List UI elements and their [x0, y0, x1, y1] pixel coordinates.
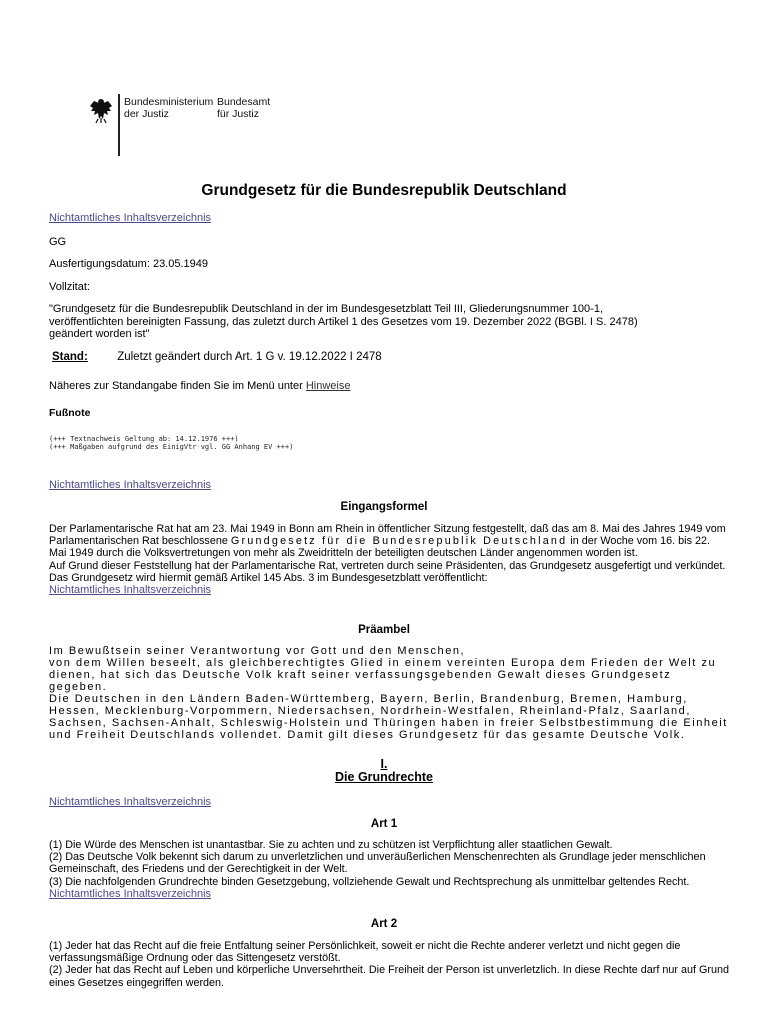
praeambel-heading: Präambel: [358, 624, 410, 636]
fussnote-label: Fußnote: [49, 407, 91, 419]
eingangsformel-paragraph-2: Auf Grund dieser Feststellung hat der Parlamentarische Rat, vertreten durch seine Präsidenten, das Grundgesetz ausgefertigt und verkündet.: [49, 559, 726, 572]
praeambel-paragraph-2: von dem Willen beseelt, als gleichberechtigtes Glied in einem vereinten Europa dem Frieden der Welt zu dienen, hat sich das Deutsche Volk kraft seiner verfassungsgebenden Gewalt dieses Grundgesetz gegeben.: [49, 657, 717, 693]
hinweise-link[interactable]: Hinweise: [305, 380, 351, 392]
toc-link[interactable]: Nichtamtliches Inhaltsverzeichnis: [49, 584, 212, 597]
eingangsformel-p1: Der Parlamentarische Rat hat am 23. Mai 1949 in Bonn am Rhein in öffentlicher Sitzung festgestellt, daß das am 8. Mai des Jahres 1949 vom Parlamentarischen Rat beschlossene: [49, 523, 726, 548]
eingangsformel-paragraph-1: [49, 523, 729, 560]
eingangsformel-p1-end: in der Woche vom 16. bis 22. Mai 1949 durch die Volksvertretungen von mehr als Zweidritteln der beteiligten deutschen Länder angenommen worden ist.: [49, 535, 710, 560]
naeheres-line: [49, 380, 729, 393]
naeheres-text: Näheres zur Standangabe finden Sie im Menü unter: [49, 380, 306, 392]
abbreviation: GG: [49, 236, 67, 248]
federal-eagle-icon: [88, 96, 114, 124]
stand-value: Zuletzt geändert durch Art. 1 G v. 19.12.2022 I 2478: [117, 351, 382, 363]
eingangsformel-heading: Eingangsformel: [340, 501, 428, 513]
section-title: Die Grundrechte: [335, 770, 433, 784]
praeambel-paragraph-1: Im Bewußtsein seiner Verantwortung vor Gott und den Menschen,: [49, 645, 466, 657]
art1-paragraph-3: (3) Die nachfolgenden Grundrechte binden Gesetzgebung, vollziehende Gewalt und Rechtsprechung als unmittelbar geltendes Recht.: [49, 875, 690, 888]
page-title: Grundgesetz für die Bundesrepublik Deutschland: [201, 182, 567, 199]
art1-paragraph-1: (1) Die Würde des Menschen ist unantastbar. Sie zu achten und zu schützen ist Verpflichtung aller staatlichen Gewalt.: [49, 839, 613, 851]
art2-paragraph-1: (1) Jeder hat das Recht auf die freie Entfaltung seiner Persönlichkeit, soweit er nicht die Rechte anderer verletzt und nicht gegen die verfassungsmäßige Ordnung oder das Sittengesetz verstößt.: [49, 940, 681, 965]
ausfertigungsdatum: Ausfertigungsdatum: 23.05.1949: [49, 258, 209, 270]
eingangsformel-text: [49, 523, 729, 596]
art1-paragraph-2: (2) Das Deutsche Volk bekennt sich darum zu unverletzlichen und unveräußerlichen Menschenrechten als Grundlage jeder menschlichen Gemeinschaft, des Friedens und der Gerechtigkeit in der Welt.: [49, 851, 706, 876]
toc-link[interactable]: Nichtamtliches Inhaltsverzeichnis: [49, 212, 212, 224]
logo-divider: [118, 94, 120, 156]
vollzitat-label: Vollzitat:: [49, 281, 90, 293]
art2-heading: Art 2: [370, 918, 398, 930]
art1-text: [49, 839, 729, 900]
art2-paragraph-2: (2) Jeder hat das Recht auf Leben und körperliche Unversehrtheit. Die Freiheit der Person ist unverletzlich. In diese Rechte darf nur auf Grund eines Gesetzes eingegriffen werden.: [49, 964, 729, 989]
eingangsformel-p1-spaced: Grundgesetz für die Bundesrepublik Deutschland: [230, 535, 568, 548]
toc-link[interactable]: Nichtamtliches Inhaltsverzeichnis: [49, 796, 212, 808]
art1-heading: Art 1: [370, 818, 398, 830]
eingangsformel-paragraph-3: Das Grundgesetz wird hiermit gemäß Artikel 145 Abs. 3 im Bundesgesetzblatt veröffentlicht:: [49, 571, 488, 584]
stand-row: [52, 351, 382, 363]
logo-office-text: Bundesamt für Justiz: [217, 96, 271, 120]
vollzitat-text: "Grundgesetz für die Bundesrepublik Deutschland in der im Bundesgesetzblatt Teil III, Gliederungsnummer 100-1, veröffentlichten bereinigten Fassung, das zuletzt durch Artikel 1 des Gesetzes vom 19. Dezember 2022 (BGBl. I S. 2478) geändert worden ist": [49, 303, 638, 340]
toc-link[interactable]: Nichtamtliches Inhaltsverzeichnis: [49, 479, 212, 491]
fussnote-lines: (+++ Textnachweis Geltung ab: 14.12.1976 +++) (+++ Maßgaben aufgrund des EinigVtr vgl. GG Anhang EV +++): [49, 435, 294, 451]
praeambel-paragraph-3: Die Deutschen in den Ländern Baden-Württemberg, Bayern, Berlin, Brandenburg, Bremen, Hamburg, Hessen, Mecklenburg-Vorpommern, Niedersachsen, Nordrhein-Westfalen, Rheinland-Pfalz, Saarland, Sachsen, Sachsen-Anhalt, Schleswig-Holstein und Thüringen haben in freier Selbstbestimmung die Einheit und Freiheit Deutschlands vollendet. Damit gilt dieses Grundgesetz für das gesamte Deutsche Volk.: [49, 693, 728, 741]
section-number: I.: [380, 757, 388, 771]
toc-link[interactable]: Nichtamtliches Inhaltsverzeichnis: [49, 887, 212, 900]
stand-label: Stand:: [52, 351, 88, 363]
logo-ministry-text: Bundesministerium der Justiz: [124, 96, 214, 120]
art2-text: [49, 940, 729, 989]
praeambel-text: [49, 645, 729, 741]
